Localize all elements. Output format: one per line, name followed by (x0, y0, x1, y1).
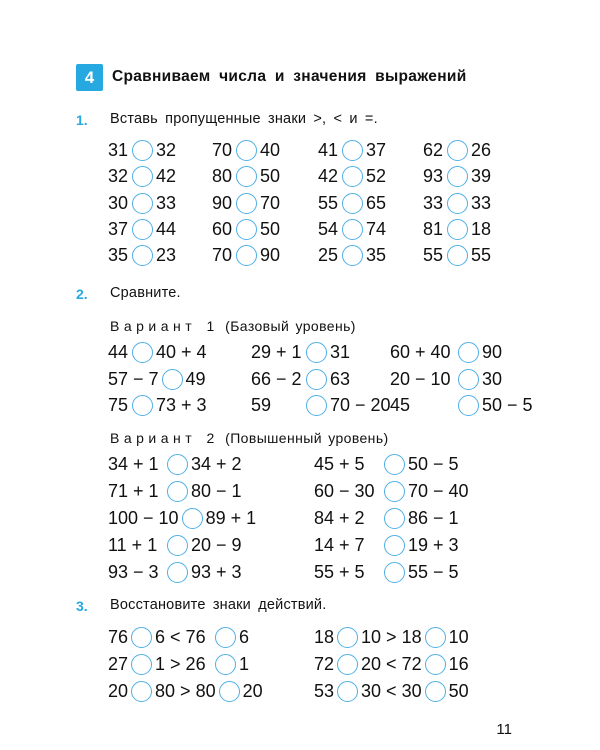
exercise-term: 80 > 80 (155, 681, 216, 701)
answer-circle[interactable] (131, 681, 152, 702)
exercise-row (212, 218, 280, 241)
exercise-term: 50 − 5 (482, 395, 533, 415)
exercise-term: 29 + 1 (251, 342, 302, 362)
exercise-row (108, 534, 242, 557)
task-2-number: 2. (76, 286, 88, 302)
exercise-row (108, 507, 256, 530)
exercise-term: 10 (448, 627, 469, 647)
exercise-row (318, 244, 386, 267)
exercise-row (314, 534, 459, 557)
answer-circle[interactable] (337, 627, 358, 648)
exercise-row (314, 626, 469, 649)
answer-circle[interactable] (236, 140, 257, 161)
exercise-term: 44 (156, 218, 177, 239)
exercise-row (314, 680, 469, 703)
exercise-row (108, 626, 249, 649)
answer-circle[interactable] (447, 245, 468, 266)
task-1-number: 1. (76, 112, 88, 128)
exercise-term: 70 − 40 (408, 481, 469, 501)
exercise-term: 54 (318, 218, 339, 239)
exercise-term: 40 + 4 (156, 342, 207, 362)
exercise-term: 32 (156, 140, 177, 160)
exercise-term: 37 (108, 218, 129, 239)
exercise-term: 55 − 5 (408, 562, 459, 582)
exercise-term: 72 (314, 654, 335, 674)
exercise-term: 70 (212, 140, 233, 160)
page-number: 11 (496, 721, 512, 738)
answer-circle[interactable] (425, 627, 446, 648)
exercise-term: 10 > 18 (361, 627, 422, 647)
exercise-row (108, 480, 242, 503)
exercise-term: 30 < 30 (361, 681, 422, 701)
answer-circle[interactable] (425, 654, 446, 675)
exercise-row (108, 453, 242, 476)
answer-circle[interactable] (236, 219, 257, 240)
answer-circle[interactable] (384, 481, 405, 502)
answer-circle[interactable] (167, 535, 188, 556)
answer-circle[interactable] (131, 627, 152, 648)
exercise-row (108, 653, 249, 676)
exercise-term: 1 > 26 (155, 654, 206, 674)
exercise-term: 27 (108, 654, 129, 674)
exercise-term: 75 (108, 395, 129, 415)
exercise-row (212, 244, 280, 267)
answer-circle[interactable] (342, 219, 363, 240)
answer-circle[interactable] (236, 245, 257, 266)
exercise-row (314, 453, 459, 476)
answer-circle[interactable] (458, 395, 479, 416)
exercise-term: 30 (108, 192, 129, 213)
exercise-term: 71 + 1 (108, 481, 159, 501)
variant-1-level: (Базовый уровень) (225, 318, 356, 334)
exercise-term: 14 + 7 (314, 535, 365, 555)
exercise-term: 20 (242, 681, 263, 701)
exercise-term: 93 (423, 166, 444, 187)
answer-circle[interactable] (236, 193, 257, 214)
exercise-term: 31 (108, 140, 129, 160)
exercise-term: 19 + 3 (408, 535, 459, 555)
exercise-term: 42 (156, 166, 177, 187)
exercise-term: 60 − 30 (314, 481, 375, 501)
exercise-term: 55 + 5 (314, 562, 365, 582)
exercise-row (423, 244, 491, 267)
exercise-term: 20 (108, 681, 129, 701)
exercise-term: 90 (482, 342, 503, 362)
exercise-term: 34 + 2 (191, 454, 242, 474)
exercise-term: 55 (471, 245, 492, 266)
exercise-row (318, 165, 386, 188)
exercise-row (212, 139, 280, 162)
exercise-term: 33 (471, 192, 492, 213)
answer-circle[interactable] (167, 562, 188, 583)
exercise-term: 31 (330, 342, 351, 362)
exercise-term: 100 − 10 (108, 508, 179, 528)
exercise-term: 93 − 3 (108, 562, 159, 582)
exercise-term: 50 − 5 (408, 454, 459, 474)
exercise-row (108, 244, 176, 267)
variant-2-level: (Повышенный уровень) (225, 430, 389, 446)
exercise-term: 35 (366, 245, 387, 266)
exercise-term: 6 (239, 627, 250, 647)
exercise-term: 86 − 1 (408, 508, 459, 528)
exercise-term: 35 (108, 245, 129, 266)
task-3-instruction: Восстановите знаки действий. (110, 597, 327, 613)
exercise-term: 74 (366, 218, 387, 239)
task-1-instruction: Вставь пропущенные знаки >, < и =. (110, 111, 378, 127)
exercise-row (212, 192, 280, 215)
answer-circle[interactable] (447, 166, 468, 187)
answer-circle[interactable] (384, 562, 405, 583)
exercise-row (423, 218, 491, 241)
exercise-row (108, 218, 176, 241)
answer-circle[interactable] (182, 508, 203, 529)
exercise-term: 60 (212, 218, 233, 239)
answer-circle[interactable] (215, 654, 236, 675)
answer-circle[interactable] (458, 369, 479, 390)
exercise-term: 6 < 76 (155, 627, 206, 647)
exercise-row (314, 653, 469, 676)
exercise-term: 89 + 1 (205, 508, 257, 528)
exercise-term: 42 (318, 166, 339, 187)
answer-circle[interactable] (131, 654, 152, 675)
answer-circle[interactable] (132, 342, 153, 363)
answer-circle[interactable] (337, 654, 358, 675)
exercise-term: 59 (251, 395, 272, 415)
exercise-row (108, 680, 263, 703)
answer-circle[interactable] (384, 535, 405, 556)
variant-2-heading (110, 430, 389, 446)
answer-circle[interactable] (425, 681, 446, 702)
exercise-term: 57 − 7 (108, 368, 159, 389)
exercise-term: 20 − 9 (191, 535, 242, 555)
task-2-instruction: Сравните. (110, 285, 181, 301)
exercise-row (318, 218, 386, 241)
exercise-term: 66 − 2 (251, 368, 302, 389)
answer-circle[interactable] (167, 454, 188, 475)
exercise-term: 80 − 1 (191, 481, 242, 501)
exercise-row (318, 139, 386, 162)
exercise-term: 49 (185, 368, 206, 389)
exercise-term: 52 (366, 166, 387, 187)
exercise-term: 39 (471, 166, 492, 187)
exercise-term: 32 (108, 166, 129, 187)
exercise-row (423, 192, 491, 215)
exercise-term: 81 (423, 218, 444, 239)
exercise-row (390, 368, 502, 391)
exercise-term: 55 (318, 192, 339, 213)
exercise-term: 20 − 10 (390, 368, 451, 389)
exercise-term: 80 (212, 166, 233, 187)
answer-circle[interactable] (384, 454, 405, 475)
answer-circle[interactable] (132, 219, 153, 240)
exercise-term: 45 (390, 395, 411, 415)
exercise-row (423, 165, 491, 188)
exercise-term: 76 (108, 627, 129, 647)
answer-circle[interactable] (132, 395, 153, 416)
answer-circle[interactable] (342, 166, 363, 187)
exercise-term: 70 − 20 (330, 395, 391, 415)
exercise-row (390, 394, 533, 417)
answer-circle[interactable] (447, 140, 468, 161)
exercise-term: 11 + 1 (108, 535, 158, 555)
exercise-row (314, 480, 469, 503)
exercise-term: 18 (471, 218, 492, 239)
answer-circle[interactable] (458, 342, 479, 363)
exercise-term: 40 (260, 140, 281, 160)
exercise-row (212, 165, 280, 188)
answer-circle[interactable] (162, 369, 183, 390)
exercise-term: 93 + 3 (191, 562, 242, 582)
exercise-row (251, 368, 350, 391)
variant-1-heading (110, 318, 356, 334)
answer-circle[interactable] (342, 193, 363, 214)
answer-circle[interactable] (132, 140, 153, 161)
section-title: Сравниваем числа и значения выражений (112, 68, 467, 85)
exercise-row (108, 394, 207, 417)
answer-circle[interactable] (215, 627, 236, 648)
exercise-row (108, 368, 206, 391)
exercise-term: 70 (260, 192, 281, 213)
section-number-badge: 4 (76, 64, 103, 91)
answer-circle[interactable] (342, 140, 363, 161)
exercise-term: 33 (156, 192, 177, 213)
exercise-row (314, 561, 459, 584)
exercise-term: 62 (423, 140, 444, 160)
task-3-number: 3. (76, 598, 88, 614)
exercise-term: 84 + 2 (314, 508, 365, 528)
answer-circle[interactable] (167, 481, 188, 502)
answer-circle[interactable] (236, 166, 257, 187)
exercise-term: 44 (108, 342, 129, 362)
exercise-term: 16 (448, 654, 469, 674)
exercise-term: 34 + 1 (108, 454, 159, 474)
exercise-term: 70 (212, 245, 233, 266)
answer-circle[interactable] (306, 342, 327, 363)
exercise-term: 33 (423, 192, 444, 213)
exercise-term: 50 (448, 681, 469, 701)
exercise-row (251, 341, 350, 364)
exercise-term: 1 (239, 654, 250, 674)
exercise-row (318, 192, 386, 215)
answer-circle[interactable] (132, 245, 153, 266)
answer-circle[interactable] (384, 508, 405, 529)
exercise-term: 41 (318, 140, 339, 160)
exercise-term: 63 (330, 368, 351, 389)
exercise-row (314, 507, 459, 530)
exercise-row (108, 139, 176, 162)
exercise-term: 18 (314, 627, 335, 647)
variant-2-label: Вариант 2 (110, 430, 219, 446)
answer-circle[interactable] (337, 681, 358, 702)
exercise-row (108, 561, 242, 584)
exercise-term: 60 + 40 (390, 342, 451, 362)
answer-circle[interactable] (219, 681, 240, 702)
exercise-term: 23 (156, 245, 177, 266)
exercise-row (108, 192, 176, 215)
exercise-row (251, 394, 391, 417)
exercise-row (390, 341, 502, 364)
exercise-row (108, 341, 207, 364)
exercise-term: 37 (366, 140, 387, 160)
exercise-term: 65 (366, 192, 387, 213)
exercise-term: 55 (423, 245, 444, 266)
exercise-term: 25 (318, 245, 339, 266)
exercise-term: 50 (260, 166, 281, 187)
exercise-row (108, 165, 176, 188)
exercise-term: 73 + 3 (156, 395, 207, 415)
exercise-term: 90 (260, 245, 281, 266)
exercise-term: 26 (471, 140, 492, 160)
answer-circle[interactable] (447, 219, 468, 240)
answer-circle[interactable] (132, 166, 153, 187)
exercise-term: 50 (260, 218, 281, 239)
answer-circle[interactable] (306, 395, 327, 416)
variant-1-label: Вариант 1 (110, 318, 219, 334)
exercise-term: 45 + 5 (314, 454, 365, 474)
exercise-term: 90 (212, 192, 233, 213)
answer-circle[interactable] (342, 245, 363, 266)
answer-circle[interactable] (306, 369, 327, 390)
exercise-term: 53 (314, 681, 335, 701)
exercise-term: 30 (482, 368, 503, 389)
answer-circle[interactable] (132, 193, 153, 214)
answer-circle[interactable] (447, 193, 468, 214)
exercise-term: 20 < 72 (361, 654, 422, 674)
exercise-row (423, 139, 491, 162)
